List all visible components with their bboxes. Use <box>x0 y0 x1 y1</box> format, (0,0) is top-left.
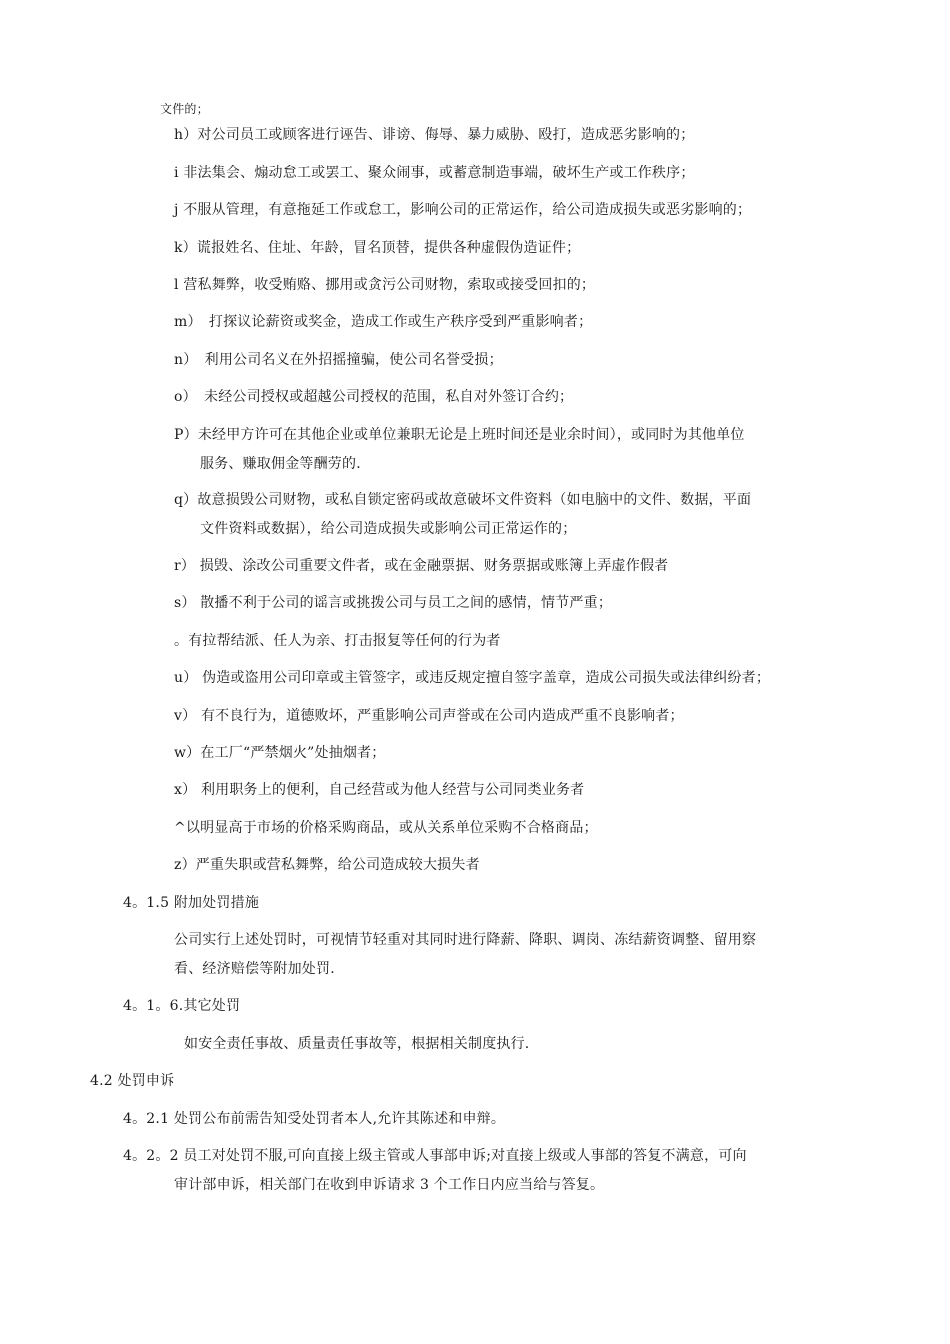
text-line-item-l: l 营私舞弊，收受贿赂、挪用或贪污公司财物，索取或接受回扣的； <box>174 277 596 293</box>
text-line-item-u: u） 伪造或盗用公司印章或主管签字，或违反规定擅自签字盖章，造成公司损失或法律纠纷者； <box>174 670 771 686</box>
text-line-4-2-1: 4。2.1 处罚公布前需告知受处罚者本人,允许其陈述和申辩。 <box>123 1111 506 1127</box>
text-line-item-s: s） 散播不利于公司的谣言或挑拨公司与员工之间的感情，情节严重； <box>174 595 613 611</box>
text-line-item-w: w）在工厂“严禁烟火”处抽烟者； <box>174 745 386 761</box>
text-line-item-z: z）严重失职或营私舞弊，给公司造成较大损失者 <box>174 857 480 873</box>
text-line-item-j: j 不服从管理，有意拖延工作或怠工，影响公司的正常运作，给公司造成损失或恶劣影响的； <box>174 202 752 218</box>
section-heading-4-1-5: 4。1.5 附加处罚措施 <box>123 895 260 911</box>
text-line-item-k: k）谎报姓名、住址、年龄，冒名顶替，提供各种虚假伪造证件； <box>174 240 581 256</box>
text-line-item-q-cont: 文件资料或数据），给公司造成损失或影响公司正常运作的； <box>200 521 577 537</box>
text-line-item-n: n） 利用公司名义在外招摇撞骗，使公司名誉受损； <box>174 352 503 368</box>
text-line-item-m: m） 打探议论薪资或奖金，造成工作或生产秩序受到严重影响者； <box>174 314 593 330</box>
text-line-item-y: ^以明显高于市场的价格采购商品，或从关系单位采购不合格商品； <box>174 820 598 836</box>
text-line-item-v: v） 有不良行为，道德败坏，严重影响公司声誉或在公司内造成严重不良影响者； <box>174 708 684 724</box>
text-line-item-i: i 非法集会、煽动怠工或罢工、聚众闹事，或蓄意制造事端，破坏生产或工作秩序； <box>174 165 695 181</box>
text-line-item-h: h）对公司员工或顾客进行诬告、诽谤、侮辱、暴力威胁、殴打，造成恶劣影响的； <box>174 127 695 143</box>
text-line-4-1-5-body-cont: 看、经济赔偿等附加处罚. <box>174 961 335 977</box>
section-heading-4-1-6: 4。1。6.其它处罚 <box>123 998 241 1014</box>
text-line-item-p-cont: 服务、赚取佣金等酬劳的. <box>200 456 361 472</box>
text-line-item-t: 。有拉帮结派、任人为亲、打击报复等任何的行为者 <box>174 633 501 649</box>
text-line-4-2-2-cont: 审计部申诉，相关部门在收到申诉请求 3 个工作日内应当给与答复。 <box>174 1177 605 1193</box>
text-line-4-2-2: 4。2。2 员工对处罚不服,可向直接上级主管或人事部申诉;对直接上级或人事部的答复不满意，可向 <box>123 1148 747 1164</box>
text-line-4-1-6-body: 如安全责任事故、质量责任事故等，根据相关制度执行. <box>184 1036 530 1052</box>
text-line-item-x: x） 利用职务上的便利，自己经营或为他人经营与公司同类业务者 <box>174 782 585 798</box>
text-line-continuation: 文件的； <box>160 102 209 116</box>
section-heading-4-2: 4.2 处罚申诉 <box>90 1073 175 1089</box>
text-line-item-p: P）未经甲方许可在其他企业或单位兼职无论是上班时间还是业余时间），或同时为其他单位 <box>174 427 745 443</box>
text-line-item-q: q）故意损毁公司财物，或私自锁定密码或故意破坏文件资料（如电脑中的文件、数据，平面 <box>174 492 752 508</box>
text-line-item-o: o） 未经公司授权或超越公司授权的范围，私自对外签订合约； <box>174 389 574 405</box>
text-line-item-r: r） 损毁、涂改公司重要文件者，或在金融票据、财务票据或账簿上弄虚作假者 <box>174 558 669 574</box>
text-line-4-1-5-body: 公司实行上述处罚时，可视情节轻重对其同时进行降薪、降职、调岗、冻结薪资调整、留用察 <box>174 932 757 948</box>
